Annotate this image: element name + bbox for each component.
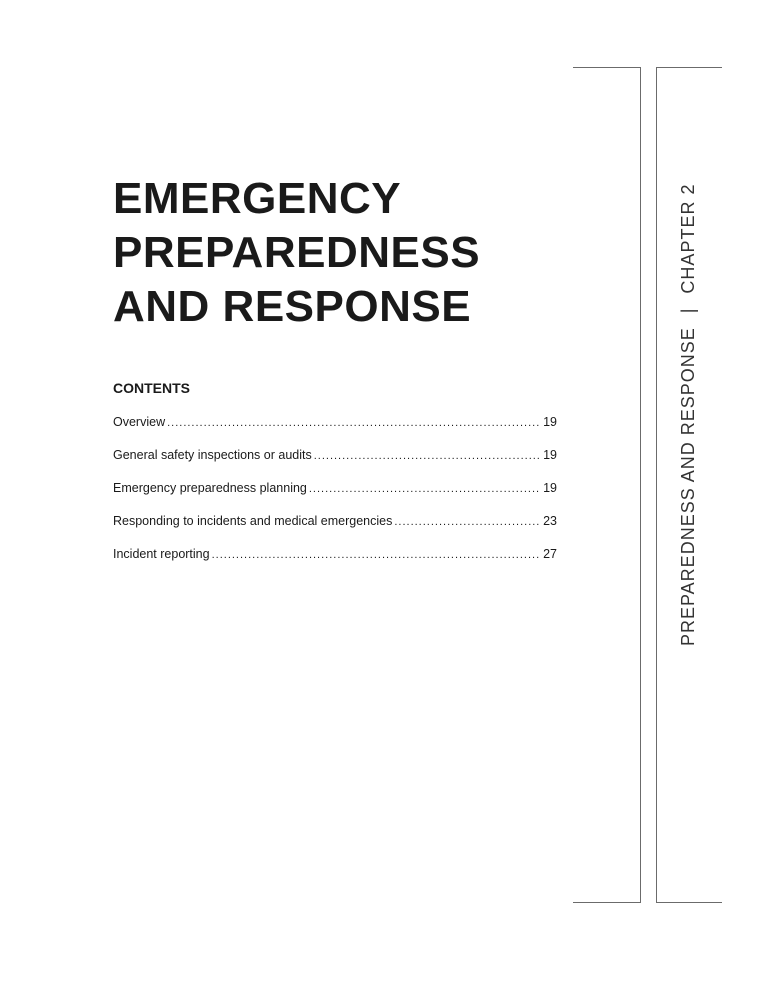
chapter-side-tab xyxy=(674,96,702,646)
toc-entry-title: Incident reporting xyxy=(113,547,210,561)
toc-entry-title: Emergency preparedness planning xyxy=(113,481,307,495)
toc-entry-incident-reporting[interactable] xyxy=(113,546,557,562)
chapter-title-line-3: AND RESPONSE xyxy=(113,282,472,331)
divider-line xyxy=(640,67,641,903)
toc-list xyxy=(113,414,557,562)
toc-entry-overview[interactable] xyxy=(113,414,557,430)
divider-line xyxy=(656,902,722,903)
toc-entry-page: 19 xyxy=(543,448,557,462)
toc-entry-page: 27 xyxy=(543,547,557,561)
toc-entry-page: 19 xyxy=(543,415,557,429)
dot-leader xyxy=(309,481,541,497)
chapter-title-line-1: EMERGENCY xyxy=(113,174,402,223)
dot-leader xyxy=(167,415,541,431)
toc-entry-title: Overview xyxy=(113,415,166,429)
dot-leader xyxy=(314,448,541,464)
toc-entry-title: Responding to incidents and medical emergencies xyxy=(113,514,393,528)
dot-leader xyxy=(212,547,542,563)
toc-entry-safety-inspections[interactable] xyxy=(113,447,557,463)
toc-entry-title: General safety inspections or audits xyxy=(113,448,312,462)
side-tab-chapter: CHAPTER 2 xyxy=(677,183,698,294)
toc-entry-page: 23 xyxy=(543,514,557,528)
chapter-title xyxy=(113,172,480,334)
toc-entry-responding-incidents[interactable] xyxy=(113,513,557,529)
side-tab-section: PREPAREDNESS AND RESPONSE xyxy=(677,327,698,646)
divider-line xyxy=(656,67,722,68)
divider-line xyxy=(656,67,657,903)
dot-leader xyxy=(394,514,541,530)
toc-entry-page: 19 xyxy=(543,481,557,495)
side-tab-separator: | xyxy=(677,307,698,314)
divider-line xyxy=(573,902,641,903)
chapter-title-line-2: PREPAREDNESS xyxy=(113,228,481,277)
side-tab-text xyxy=(674,96,702,646)
divider-line xyxy=(573,67,641,68)
toc-entry-preparedness-planning[interactable] xyxy=(113,480,557,496)
table-of-contents xyxy=(113,378,557,579)
contents-heading: CONTENTS xyxy=(113,380,190,396)
